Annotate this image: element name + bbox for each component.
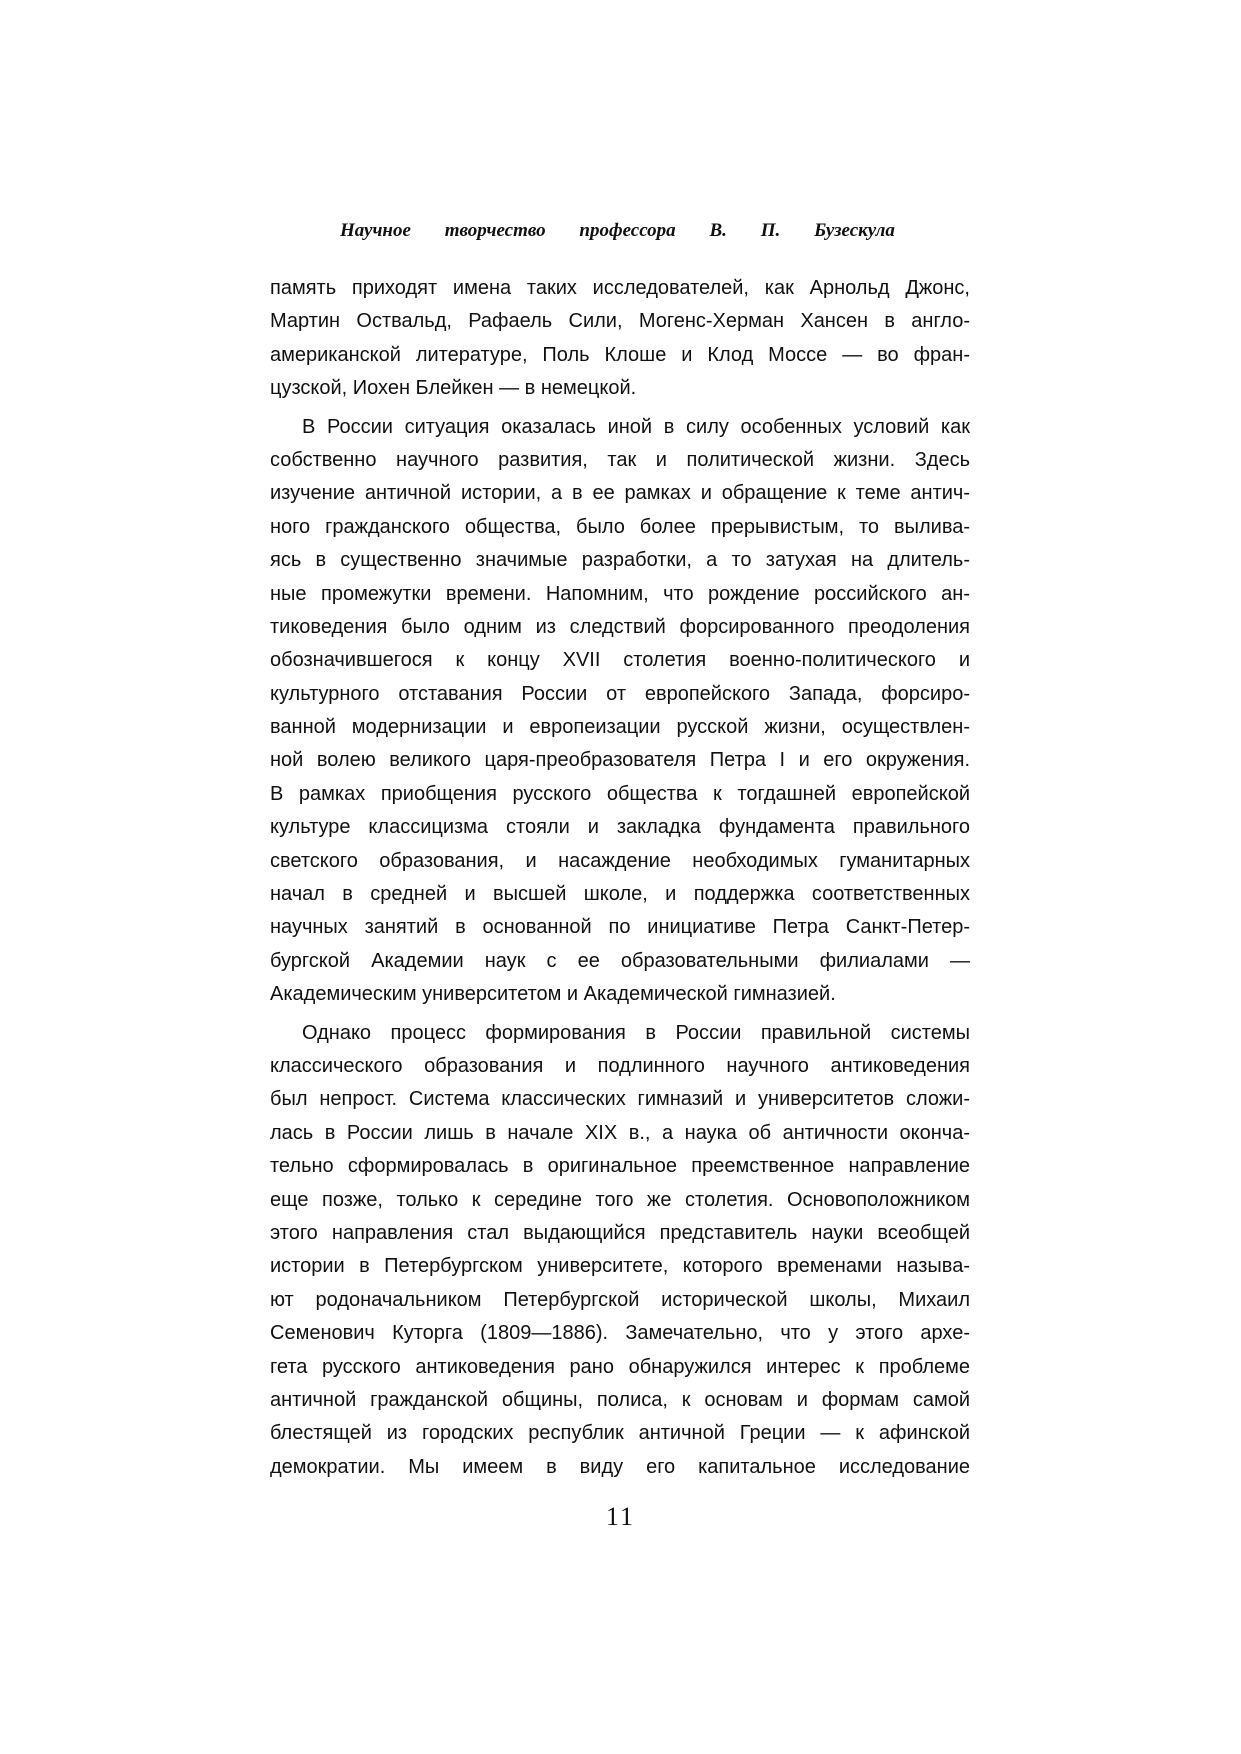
text-line: истории в Петербургском университете, которого временами называ- — [270, 1255, 970, 1278]
text-line: Мартин Оствальд, Рафаель Сили, Могенс-Херман Хансен в англо- — [270, 310, 970, 333]
text-line: память приходят имена таких исследователей, как Арнольд Джонс, — [270, 277, 970, 299]
text-line: американской литературе, Поль Клоше и Клод Моссе — во фран- — [270, 343, 970, 366]
text-line: цузской, Иохен Блейкен — в немецкой. — [270, 377, 637, 400]
text-line: тельно сформировалась в оригинальное преемственное направление — [270, 1155, 970, 1178]
paragraph — [270, 411, 970, 1012]
body-text — [270, 272, 970, 1484]
text-line: научных занятий в основанной по инициативе Петра Санкт-Петер- — [270, 916, 970, 939]
running-head-word: Бузескула — [814, 220, 895, 241]
text-line: гета русского антиковедения рано обнаружился интерес к проблеме — [270, 1355, 970, 1378]
running-head — [340, 218, 895, 244]
text-line: собственно научного развития, так и политической жизни. Здесь — [270, 448, 970, 471]
text-line: культуре классицизма стояли и закладка фундамента правильного — [270, 816, 970, 839]
text-line: демократии. Мы имеем в виду его капитальное исследование — [270, 1455, 970, 1478]
text-line: ной волею великого царя-преобразователя Петра I и его окружения. — [270, 749, 970, 772]
text-line: культурного отставания России от европейского Запада, форсиро- — [270, 682, 970, 705]
running-head-word: Научное — [340, 220, 411, 241]
text-line: бургской Академии наук с ее образовательными филиалами — — [270, 949, 970, 972]
text-line: античной гражданской общины, полиса, к основам и формам самой — [270, 1388, 970, 1411]
text-line: лась в России лишь в начале XIX в., а наука об античности оконча- — [270, 1121, 970, 1144]
text-line: Семенович Куторга (1809—1886). Замечательно, что у этого архе- — [270, 1322, 970, 1345]
text-line: блестящей из городских республик античной Греции — к афинской — [270, 1422, 970, 1445]
text-line: был непрост. Система классических гимназий и университетов сложи- — [270, 1088, 970, 1111]
text-line: изучение античной истории, а в ее рамках и обращение к теме антич- — [270, 482, 970, 505]
running-head-word: профессора — [579, 220, 676, 241]
text-line: В рамках приобщения русского общества к тогдашней европейской — [270, 782, 970, 805]
paragraph — [270, 1017, 970, 1484]
running-head-word: творчество — [444, 220, 546, 241]
text-line: начал в средней и высшей школе, и поддержка соответственных — [270, 883, 970, 906]
text-line: ясь в существенно значимые разработки, а то затухая на длитель- — [270, 549, 970, 572]
text-line: ного гражданского общества, было более прерывистым, то вылива- — [270, 515, 970, 538]
text-line: ют родоначальником Петербургской исторической школы, Михаил — [270, 1288, 970, 1311]
text-line: еще позже, только к середине того же столетия. Основоположником — [270, 1188, 970, 1211]
text-line: классического образования и подлинного научного антиковедения — [270, 1054, 970, 1077]
text-line: В России ситуация оказалась иной в силу особенных условий как — [302, 415, 970, 438]
text-line: обозначившегося к концу XVII столетия военно-политического и — [270, 649, 970, 672]
running-head-word: П. — [760, 220, 781, 241]
text-line: этого направления стал выдающийся представитель науки всеобщей — [270, 1221, 970, 1244]
text-line: ные промежутки времени. Напомним, что рождение российского ан- — [270, 582, 970, 605]
paragraph — [270, 272, 970, 406]
text-line: светского образования, и насаждение необходимых гуманитарных — [270, 849, 970, 872]
page-number: 11 — [605, 1502, 636, 1531]
running-head-word: В. — [709, 220, 727, 241]
text-line: Академическим университетом и Академической гимназией. — [270, 983, 836, 1006]
text-line: ванной модернизации и европеизации русской жизни, осуществлен- — [270, 716, 970, 739]
text-line: тиковедения было одним из следствий форсированного преодоления — [270, 615, 970, 638]
text-line: Однако процесс формирования в России правильной системы — [302, 1021, 970, 1044]
